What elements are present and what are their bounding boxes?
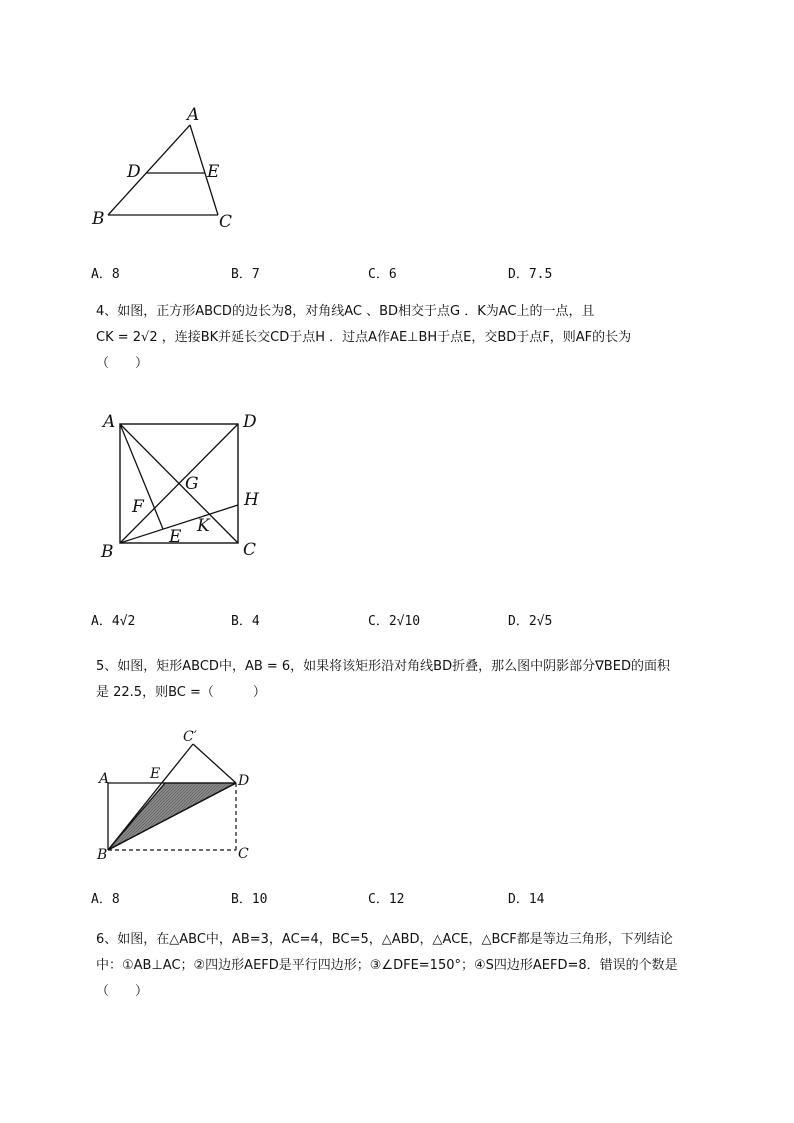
q4-label-h: H: [244, 490, 259, 510]
q5-question-line-1: 5、如图，矩形ABCD中，AB = 6，如果将该矩形沿对角线BD折叠，那么图中阴影部分∇BED的面积: [96, 659, 670, 674]
q3-label-a: A: [187, 105, 200, 125]
q5-label-a: A: [99, 771, 110, 787]
q5-option-c[interactable]: C．12: [368, 892, 405, 907]
q4-option-d[interactable]: D．2√5: [508, 614, 553, 629]
q3-option-b[interactable]: B．7: [231, 267, 260, 282]
q4-label-f: F: [132, 497, 144, 517]
q3-label-d: D: [127, 162, 141, 182]
q4-option-a[interactable]: A．4√2: [91, 614, 136, 629]
q3-side-ab: [108, 125, 190, 215]
q4-label-c: C: [243, 540, 257, 560]
q5-question-line-2: 是 22.5，则BC =（ ）: [96, 685, 266, 700]
q4-label-b: B: [101, 542, 114, 562]
q3-label-b: B: [92, 209, 105, 229]
q4-option-b[interactable]: B．4: [231, 614, 260, 629]
q5-figure: [90, 725, 260, 865]
q4-question-line-1: 4、如图，正方形ABCD的边长为8，对角线AC 、BD相交于点G ．K为AC上的一点，且: [96, 304, 595, 319]
q6-question-line-2: 中：①AB⊥AC；②四边形AEFD是平行四边形；③∠DFE=150°；④S四边形AEFD=8．错误的个数是: [96, 958, 678, 973]
q3-label-e: E: [207, 162, 220, 182]
q5-label-c-prime: C′: [183, 729, 197, 745]
q5-label-d: D: [238, 773, 250, 789]
q5-label-e: E: [150, 766, 161, 782]
q4-label-e: E: [169, 527, 182, 547]
q4-question-line-3: （ ）: [96, 356, 149, 371]
q6-question-line-1: 6、如图，在△ABC中，AB=3，AC=4，BC=5，△ABD，△ACE，△BCF都是等边三角形，下列结论: [96, 932, 673, 947]
q4-question-line-2: CK = 2√2 ，连接BK并延长交CD于点H ．过点A作AE⊥BH于点E，交BD于点F，则AF的长为: [96, 330, 632, 345]
q5-label-c: C: [238, 846, 249, 862]
q5-option-d[interactable]: D．14: [508, 892, 545, 907]
q6-question-line-3: （ ）: [96, 984, 149, 999]
q4-label-d: D: [243, 412, 257, 432]
q5-label-b: B: [97, 847, 108, 863]
q3-figure: [85, 100, 255, 240]
q3-option-d[interactable]: D．7.5: [508, 267, 553, 282]
q4-label-k: K: [197, 516, 210, 536]
q4-label-g: G: [185, 474, 199, 494]
q3-option-a[interactable]: A．8: [91, 267, 120, 282]
q3-option-c[interactable]: C．6: [368, 267, 397, 282]
q4-option-c[interactable]: C．2√10: [368, 614, 421, 629]
q3-label-c: C: [219, 212, 233, 232]
q5-option-a[interactable]: A．8: [91, 892, 120, 907]
q4-label-a: A: [103, 412, 116, 432]
q5-fold-c1d: [193, 744, 236, 783]
q5-option-b[interactable]: B．10: [231, 892, 268, 907]
q4-figure: [95, 405, 275, 565]
